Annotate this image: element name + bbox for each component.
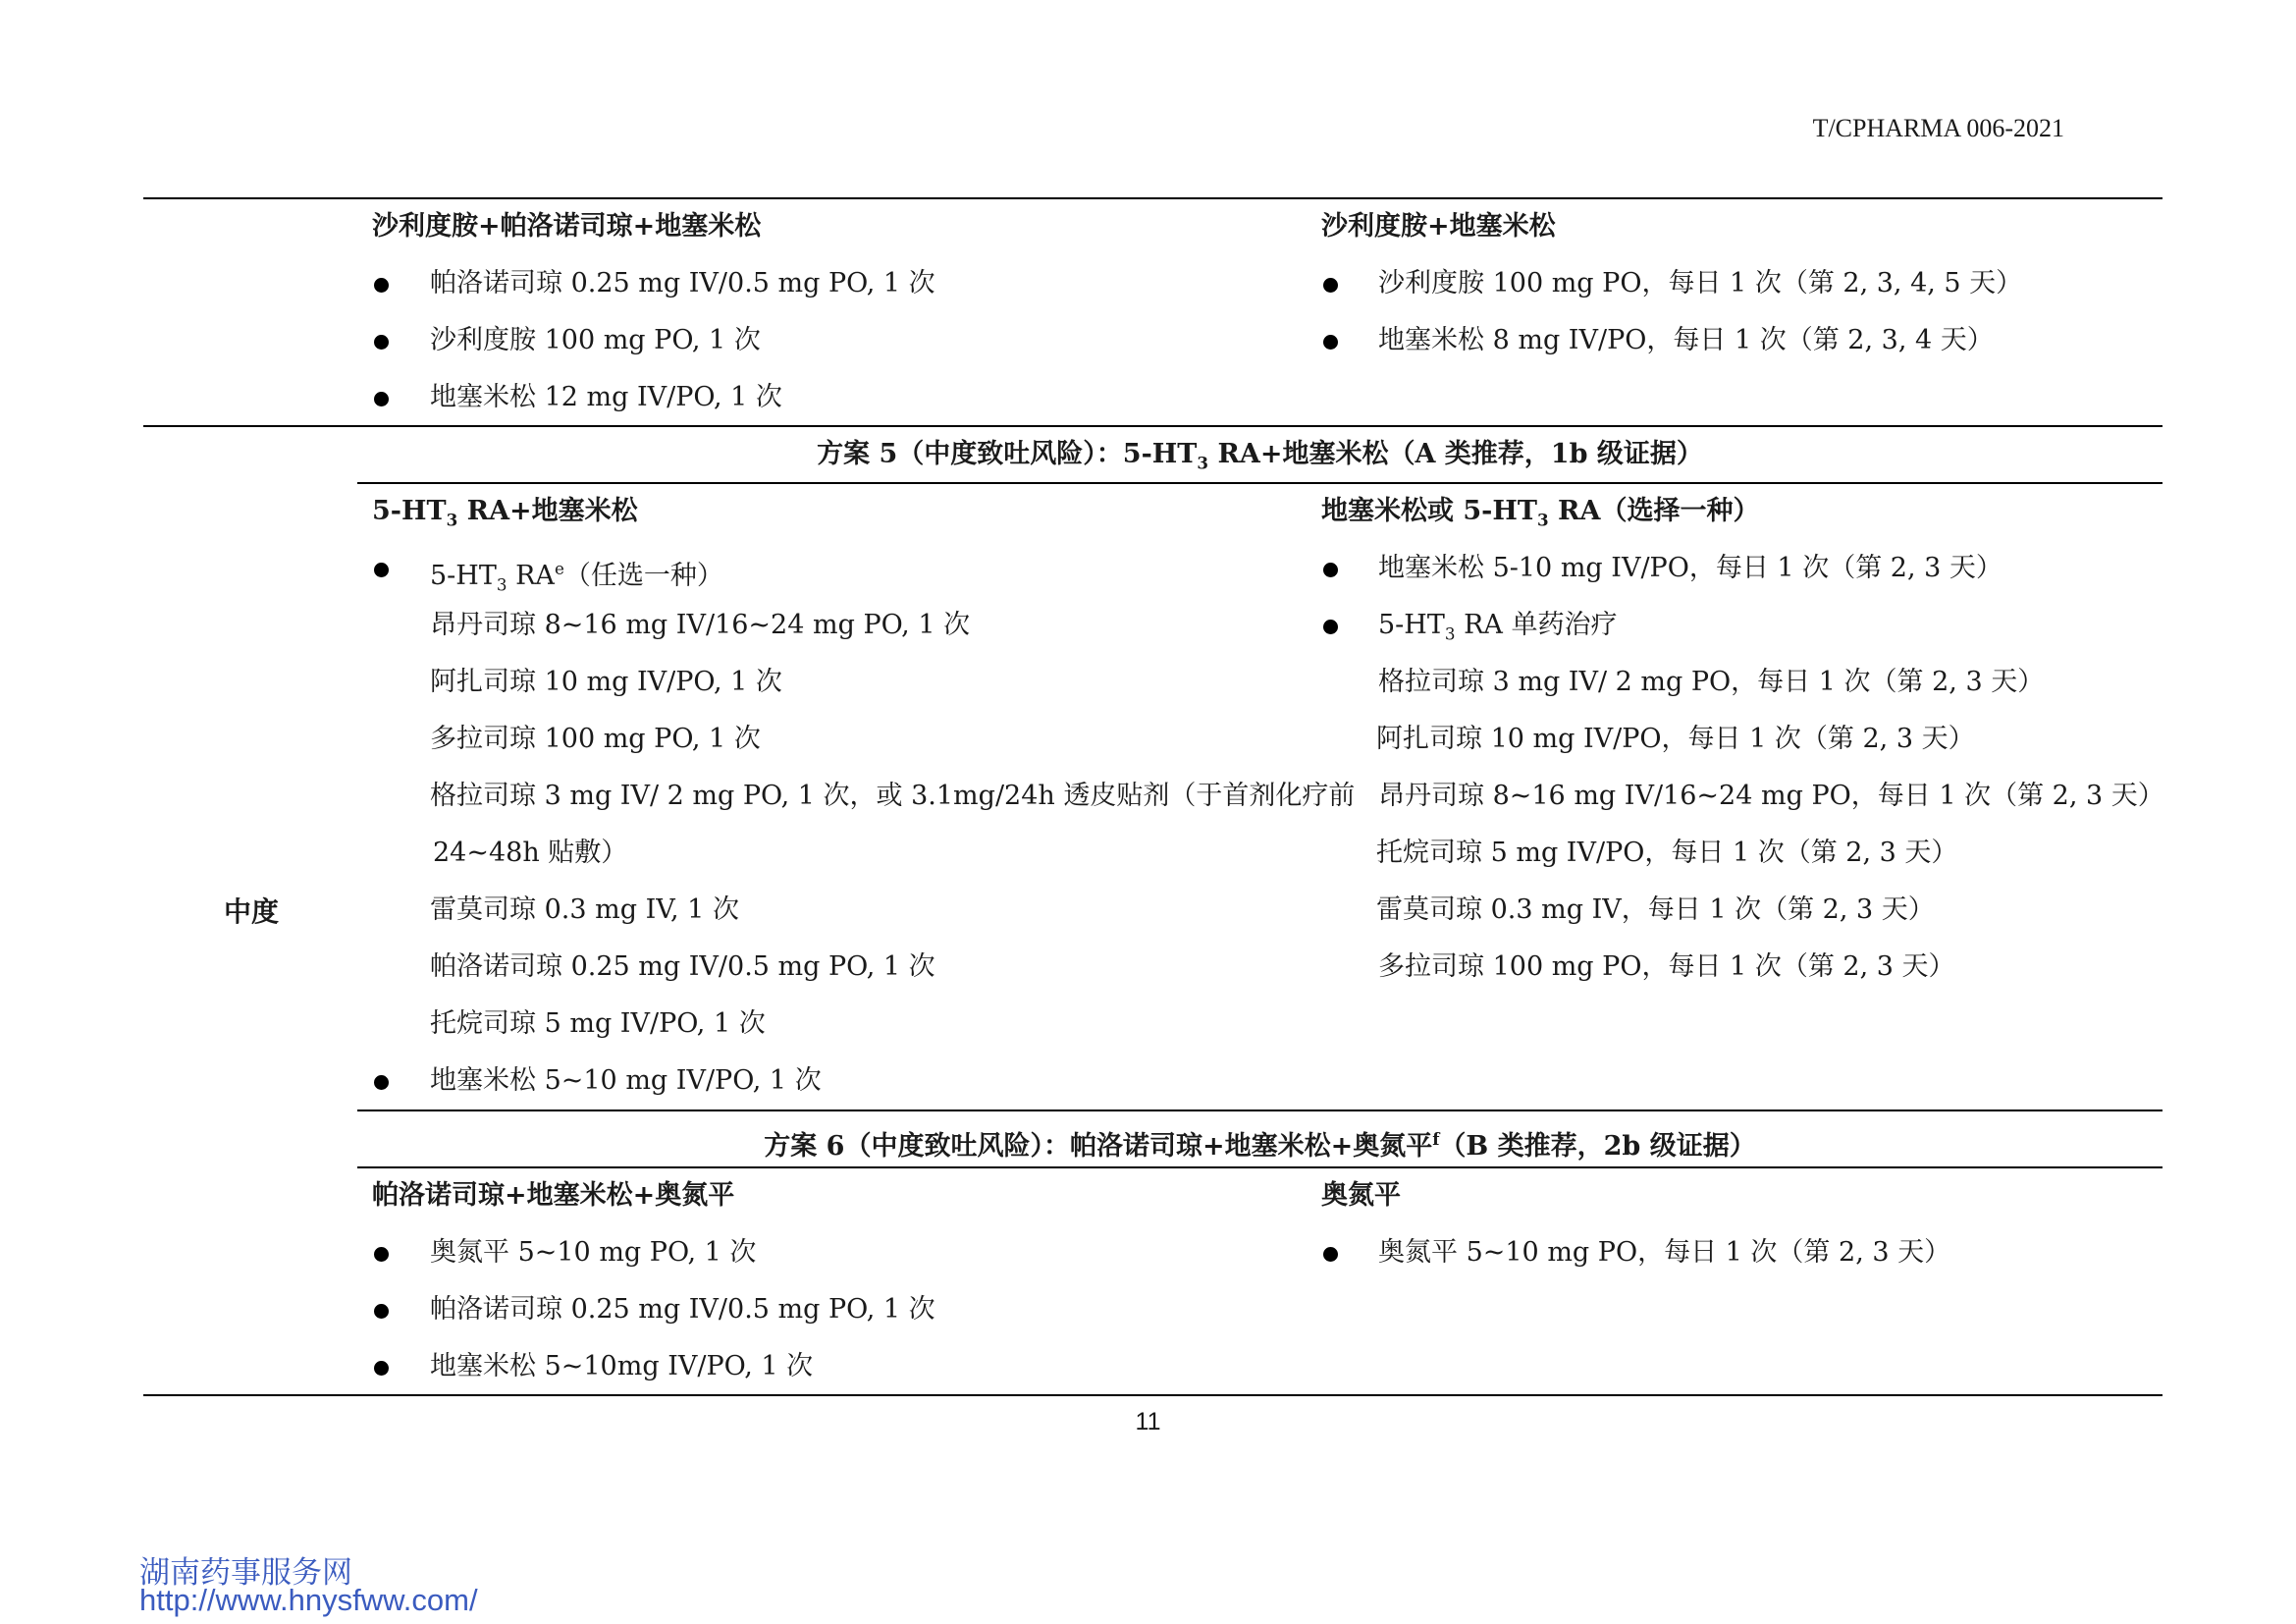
regimen-heading: 地塞米松或 $5-HT_3$ RA（选择一种）: [1321, 496, 1760, 530]
bullet-icon: [1323, 563, 1338, 577]
list-subitem: 雷莫司琼 0.3 mg IV, 1 次: [430, 894, 739, 925]
page-number: 11: [1135, 1408, 1161, 1435]
list-subitem: 多拉司琼 100 mg PO, 1 次: [430, 724, 761, 754]
watermark-url[interactable]: http://www.hnysfww.com/: [139, 1583, 478, 1617]
list-item: 沙利度胺 100 mg PO, 1 次: [430, 325, 761, 355]
list-item: 地塞米松 12 mg IV/PO, 1 次: [430, 382, 782, 412]
regimen-heading: 奥氮平: [1321, 1180, 1401, 1211]
bullet-icon: [374, 563, 389, 577]
list-item: 地塞米松 5~10mg IV/PO, 1 次: [430, 1351, 814, 1381]
bullet-icon: [1323, 620, 1338, 634]
list-item: $5-HT_3$ RA 单药治疗: [1378, 610, 1618, 644]
list-subitem: 多拉司琼 100 mg PO，每日 1 次（第 2, 3 天）: [1378, 951, 1955, 982]
bullet-icon: [1323, 335, 1338, 350]
list-item: 地塞米松 5~10 mg IV/PO, 1 次: [430, 1065, 822, 1096]
list-subitem: 格拉司琼 3 mg IV/ 2 mg PO, 1 次，或 3.1mg/24h 透皮贴剂（于首剂化疗前: [430, 781, 1356, 811]
list-item: 奥氮平 5~10 mg PO, 1 次: [430, 1237, 757, 1268]
bullet-icon: [1323, 278, 1338, 293]
regimen-heading: 沙利度胺+地塞米松: [1321, 211, 1556, 242]
bullet-icon: [1323, 1247, 1338, 1262]
bullet-icon: [374, 1247, 389, 1262]
bullet-icon: [374, 392, 389, 406]
document-code: T/CPHARMA 006-2021: [1812, 114, 2064, 142]
list-subitem: 托烷司琼 5 mg IV/PO，每日 1 次（第 2, 3 天）: [1376, 838, 1958, 868]
list-item: 奥氮平 5~10 mg PO，每日 1 次（第 2, 3 天）: [1378, 1237, 1951, 1268]
bullet-icon: [374, 1361, 389, 1376]
bullet-icon: [374, 1075, 389, 1090]
bullet-icon: [374, 1304, 389, 1319]
bullet-icon: [374, 278, 389, 293]
list-item: 帕洛诺司琼 0.25 mg IV/0.5 mg PO, 1 次: [430, 1294, 935, 1325]
list-subitem: 托烷司琼 5 mg IV/PO, 1 次: [430, 1008, 766, 1039]
list-item: 地塞米松 8 mg IV/PO，每日 1 次（第 2, 3, 4 天）: [1378, 325, 1994, 355]
list-item: 地塞米松 5-10 mg IV/PO，每日 1 次（第 2, 3 天）: [1378, 553, 2002, 583]
list-subitem: 昂丹司琼 8~16 mg IV/16~24 mg PO，每日 1 次（第 2, 3 天）: [1378, 781, 2164, 811]
list-item: 沙利度胺 100 mg PO，每日 1 次（第 2, 3, 4, 5 天）: [1378, 268, 2023, 298]
bullet-icon: [374, 335, 389, 350]
regimen-heading: 沙利度胺+帕洛诺司琼+地塞米松: [372, 211, 762, 242]
list-subitem: 阿扎司琼 10 mg IV/PO，每日 1 次（第 2, 3 天）: [1376, 724, 1975, 754]
plan-6-title: 方案 6（中度致吐风险）：帕洛诺司琼+地塞米松+奥氮平$^f$（B 类推荐，2b 级证据）: [764, 1129, 1756, 1162]
plan-5-title: 方案 5（中度致吐风险）：$5-HT_3$ RA+地塞米松（A 类推荐，1b 级证据）: [817, 439, 1703, 473]
list-subitem: 昂丹司琼 8~16 mg IV/16~24 mg PO, 1 次: [430, 610, 971, 640]
list-item: 帕洛诺司琼 0.25 mg IV/0.5 mg PO, 1 次: [430, 268, 935, 298]
risk-level-label: 中度: [224, 895, 280, 928]
watermark-site-name: 湖南药事服务网: [139, 1555, 352, 1591]
list-subitem: 雷莫司琼 0.3 mg IV，每日 1 次（第 2, 3 天）: [1376, 894, 1935, 925]
list-subitem: 格拉司琼 3 mg IV/ 2 mg PO，每日 1 次（第 2, 3 天）: [1378, 667, 2045, 697]
regimen-heading: 帕洛诺司琼+地塞米松+奥氮平: [372, 1180, 735, 1211]
list-subitem: 24~48h 贴敷）: [433, 838, 628, 868]
list-subitem: 阿扎司琼 10 mg IV/PO, 1 次: [430, 667, 782, 697]
list-item: $5-HT_3$ $RA^e$（任选一种）: [430, 559, 723, 595]
list-subitem: 帕洛诺司琼 0.25 mg IV/0.5 mg PO, 1 次: [430, 951, 935, 982]
regimen-heading: $5-HT_3$ RA+地塞米松: [372, 496, 638, 530]
